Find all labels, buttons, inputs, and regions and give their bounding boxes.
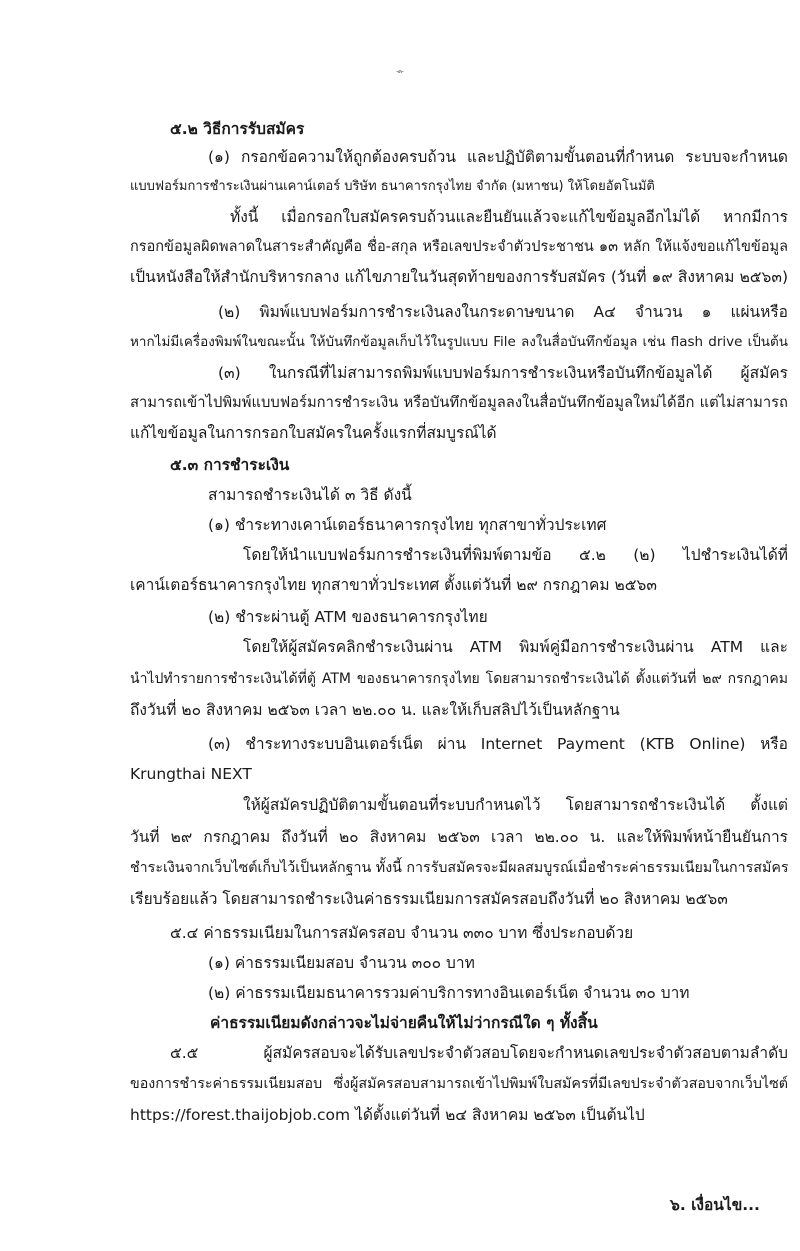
text-line: แก้ไขข้อมูลในการกรอกใบสมัครในครั้งแรกที่สมบูรณ์ได้ xyxy=(130,424,497,442)
text-line: แบบฟอร์มการชำระเงินผ่านเคาน์เตอร์ บริษัท ธนาคารกรุงไทย จำกัด (มหาชน) ให้โดยอัตโนมัติ xyxy=(130,179,655,194)
text-line: (๑) ค่าธรรมเนียมสอบ จำนวน ๓๐๐ บาท xyxy=(208,954,475,972)
text-line: เรียบร้อยแล้ว โดยสามารถชำระเงินค่าธรรมเนียมการสมัครสอบถึงวันที่ ๒๐ สิงหาคม ๒๕๖๓ xyxy=(130,890,728,908)
text-line: (๓) ชำระทางระบบอินเตอร์เน็ต ผ่าน Internet Payment (KTB Online) หรือ xyxy=(208,735,788,753)
text-line: ให้ผู้สมัครปฏิบัติตามขั้นตอนที่ระบบกำหนดไว้ โดยสามารถชำระเงินได้ ตั้งแต่ xyxy=(243,796,788,814)
text-line: (๑) กรอกข้อความให้ถูกต้องครบถ้วน และปฏิบัติตามขั้นตอนที่กำหนด ระบบจะกำหนด xyxy=(208,148,788,166)
text-line: ๕.๕ ผู้สมัครสอบจะได้รับเลขประจำตัวสอบโดยจะกำหนดเลขประจำตัวสอบตามลำดับ xyxy=(170,1044,788,1062)
text-line: หากไม่มีเครื่องพิมพ์ในขณะนั้น ให้บันทึกข้อมูลเก็บไว้ในรูปแบบ File ลงในสื่อบันทึกข้อมูล เช่น flash drive เป็นต้น xyxy=(130,334,788,350)
text-line: โดยให้ผู้สมัครคลิกชำระเงินผ่าน ATM พิมพ์คู่มือการชำระเงินผ่าน ATM และ xyxy=(243,638,788,656)
text-line: กรอกข้อมูลผิดพลาดในสาระสำคัญคือ ชื่อ-สกุล หรือเลขประจำตัวประชาชน ๑๓ หลัก ให้แจ้งขอแก้ไขข้อมูล xyxy=(130,239,788,255)
text-line: (๓) ในกรณีที่ไม่สามารถพิมพ์แบบฟอร์มการชำระเงินหรือบันทึกข้อมูลได้ ผู้สมัคร xyxy=(218,364,788,382)
text-line: สามารถชำระเงินได้ ๓ วิธี ดังนี้ xyxy=(208,486,412,504)
text-line: Krungthai NEXT xyxy=(130,765,252,783)
text-line: เป็นหนังสือให้สำนักบริหารกลาง แก้ไขภายในวันสุดท้ายของการรับสมัคร (วันที่ ๑๙ สิงหาคม ๒๕๖๓) xyxy=(130,268,788,286)
text-line: ของการชำระค่าธรรมเนียมสอบ ซึ่งผู้สมัครสอบสามารถเข้าไปพิมพ์ใบสมัครที่มีเลขประจำตัวสอบจากเว็บไซต์ xyxy=(130,1076,788,1092)
text-line: (๒) พิมพ์แบบฟอร์มการชำระเงินลงในกระดาษขนาด A๔ จำนวน ๑ แผ่นหรือ xyxy=(218,303,788,321)
text-line: นำไปทำรายการชำระเงินได้ที่ตู้ ATM ของธนาคารกรุงไทย โดยสามารถชำระเงินได้ ตั้งแต่วันที่ ๒๙ กรกฎาคม xyxy=(130,671,788,687)
section-5-2-heading: ๕.๒ วิธีการรับสมัคร xyxy=(170,120,305,138)
text-line: สามารถเข้าไปพิมพ์แบบฟอร์มการชำระเงิน หรือบันทึกข้อมูลลงในสื่อบันทึกข้อมูลใหม่ได้อีก แต่ไม่สามารถ xyxy=(130,394,788,411)
page-number: -๓- xyxy=(396,69,404,75)
text-line: (๒) ค่าธรรมเนียมธนาคารรวมค่าบริการทางอินเตอร์เน็ต จำนวน ๓๐ บาท xyxy=(208,984,690,1002)
text-line: เคาน์เตอร์ธนาคารกรุงไทย ทุกสาขาทั่วประเทศ ตั้งแต่วันที่ ๒๙ กรกฎาคม ๒๕๖๓ xyxy=(130,576,657,594)
text-line: ทั้งนี้ เมื่อกรอกใบสมัครครบถ้วนและยืนยันแล้วจะแก้ไขข้อมูลอีกไม่ได้ หากมีการ xyxy=(230,208,788,226)
continued-marker: ๖. เงื่อนไข... xyxy=(670,1196,760,1214)
text-line: ถึงวันที่ ๒๐ สิงหาคม ๒๕๖๓ เวลา ๒๒.๐๐ น. และให้เก็บสลิปไว้เป็นหลักฐาน xyxy=(130,701,620,719)
text-line: https://forest.thaijobjob.com ได้ตั้งแต่วันที่ ๒๔ สิงหาคม ๒๕๖๓ เป็นต้นไป xyxy=(130,1106,645,1124)
text-line: วันที่ ๒๙ กรกฎาคม ถึงวันที่ ๒๐ สิงหาคม ๒๕๖๓ เวลา ๒๒.๐๐ น. และให้พิมพ์หน้ายืนยันการ xyxy=(130,828,788,846)
text-line: ๕.๔ ค่าธรรมเนียมในการสมัครสอบ จำนวน ๓๓๐ บาท ซึ่งประกอบด้วย xyxy=(170,924,634,942)
text-line: โดยให้นำแบบฟอร์มการชำระเงินที่พิมพ์ตามข้อ ๕.๒ (๒) ไปชำระเงินได้ที่ xyxy=(243,546,788,564)
text-line: (๒) ชำระผ่านตู้ ATM ของธนาคารกรุงไทย xyxy=(208,608,488,626)
section-5-3-heading: ๕.๓ การชำระเงิน xyxy=(170,456,290,474)
text-line: (๑) ชำระทางเคาน์เตอร์ธนาคารกรุงไทย ทุกสาขาทั่วประเทศ xyxy=(208,516,607,534)
notice-non-refundable: ค่าธรรมเนียมดังกล่าวจะไม่จ่ายคืนให้ไม่ว่ากรณีใด ๆ ทั้งสิ้น xyxy=(210,1014,598,1032)
text-line: ชำระเงินจากเว็บไซต์เก็บไว้เป็นหลักฐาน ทั้งนี้ การรับสมัครจะมีผลสมบูรณ์เมื่อชำระค่าธรรมเนียมในการสมัคร xyxy=(130,860,789,876)
